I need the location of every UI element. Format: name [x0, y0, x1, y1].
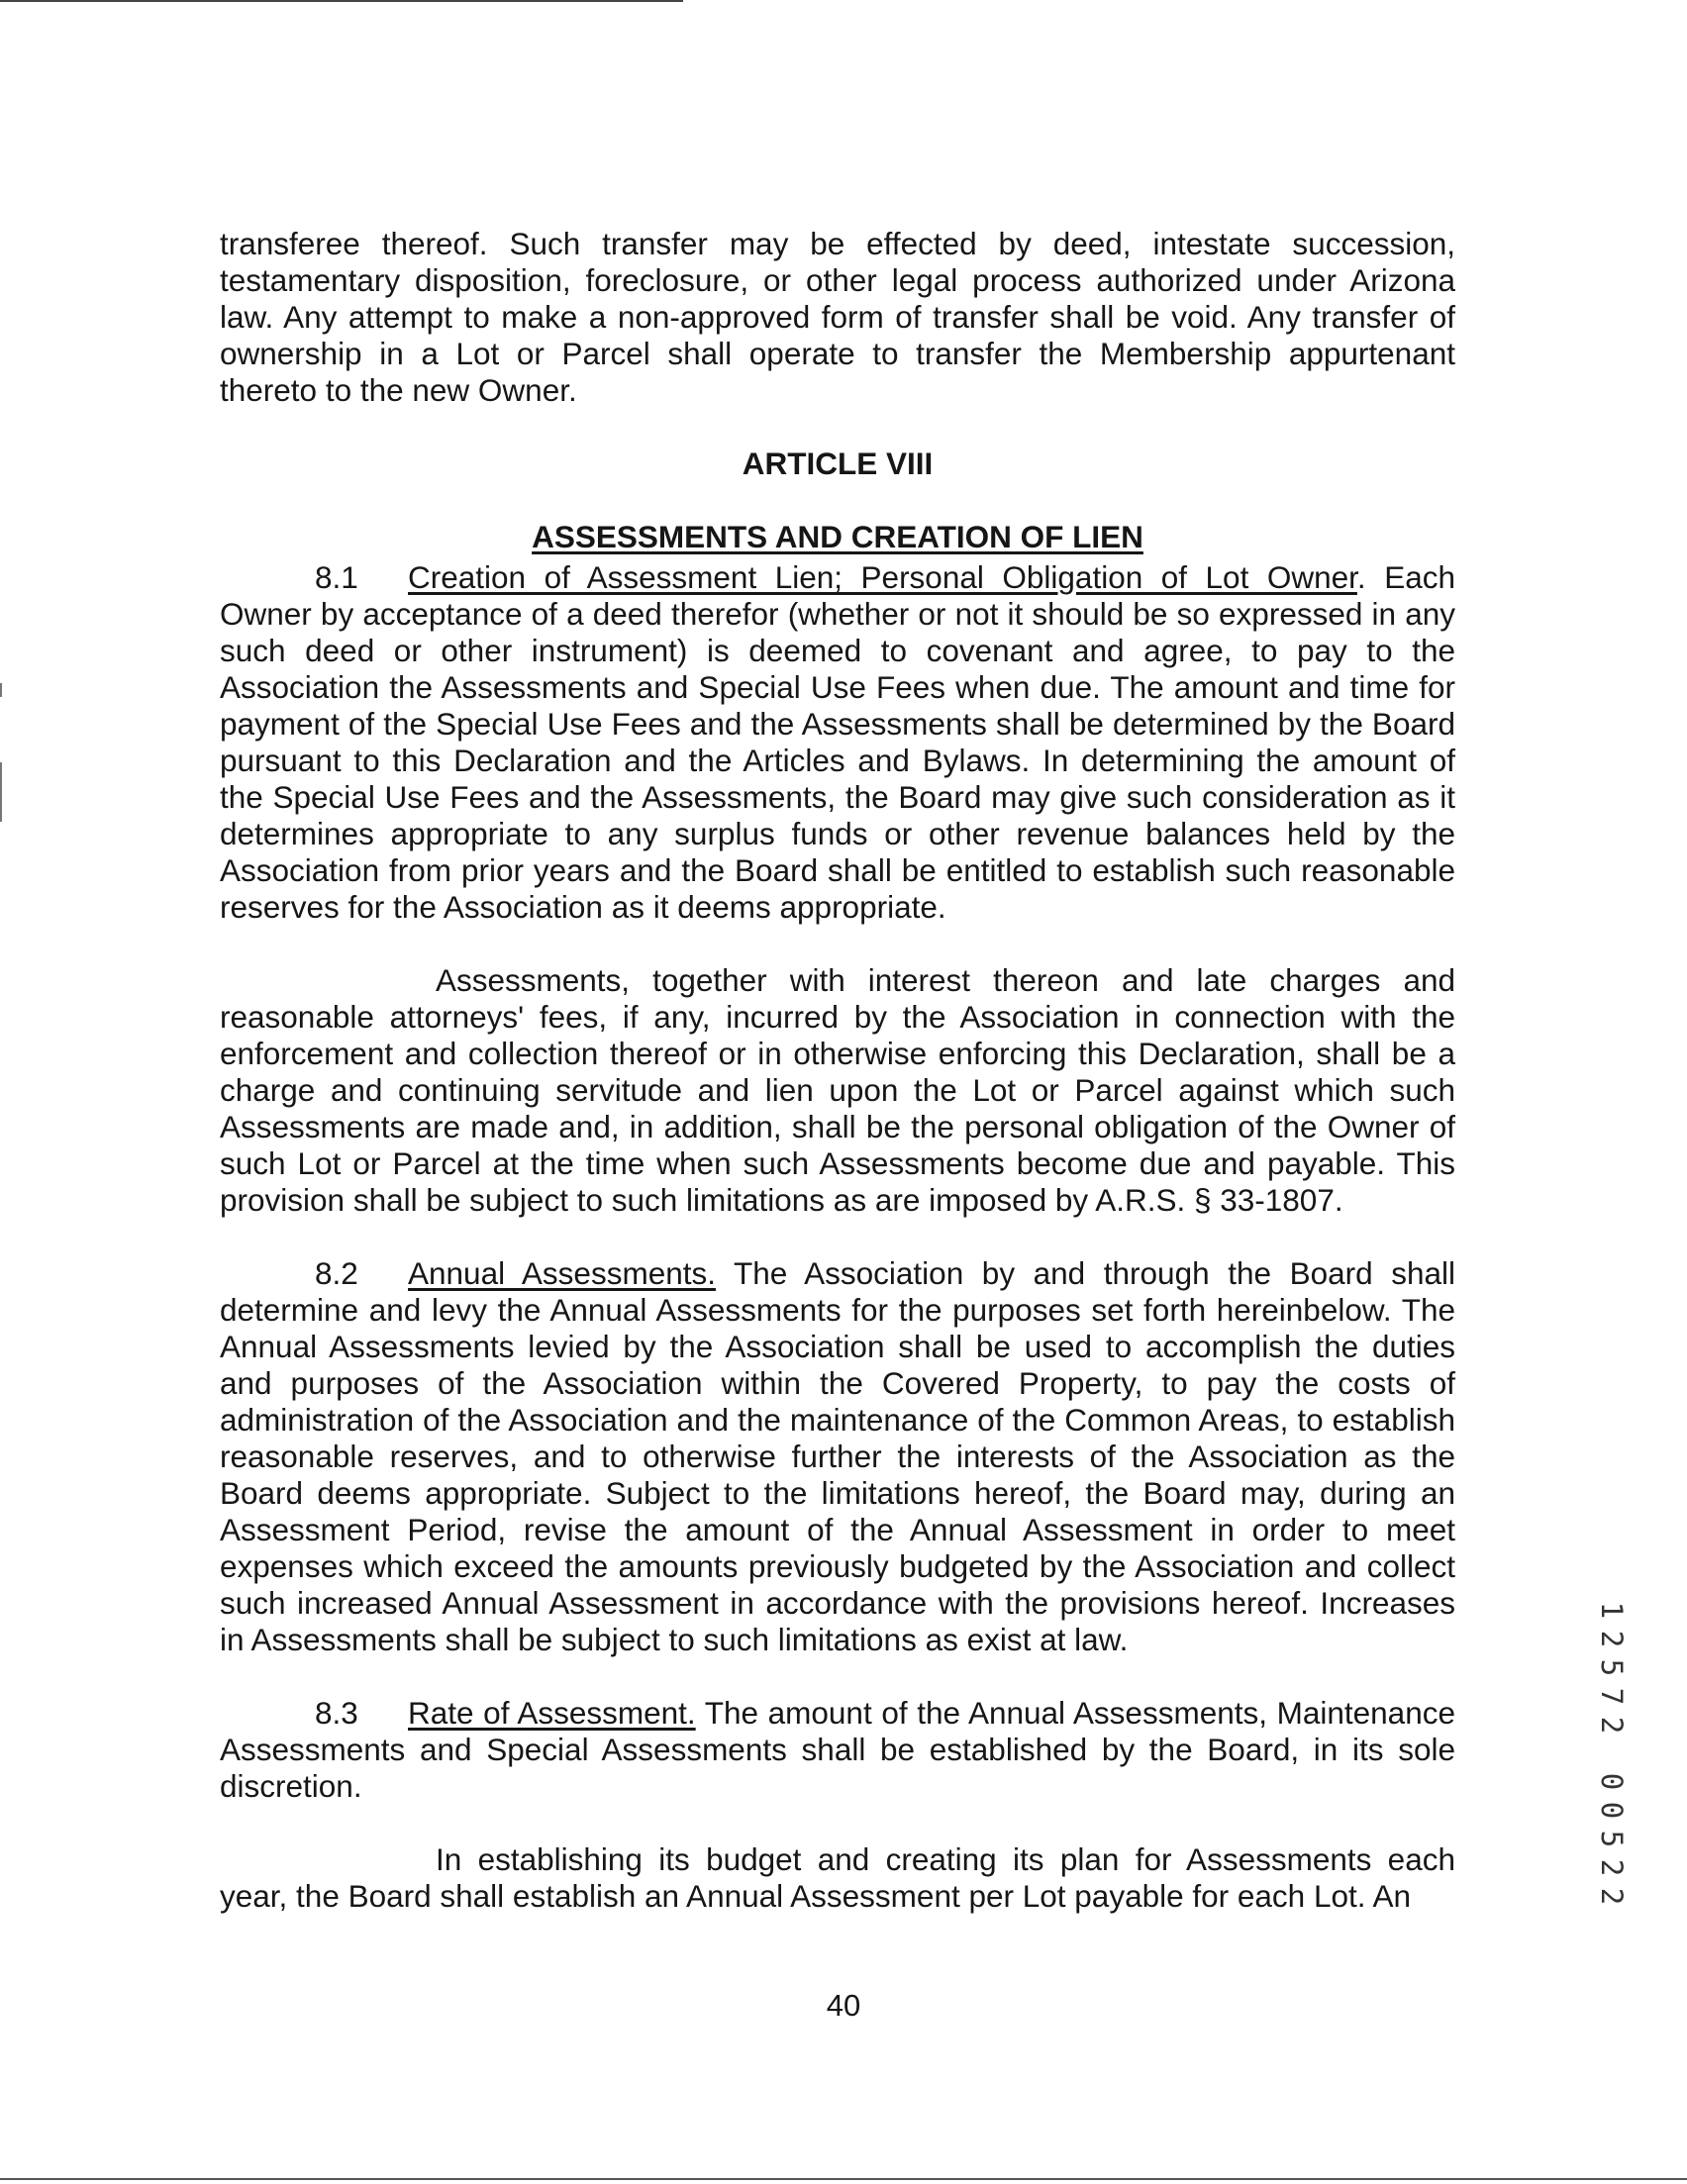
section-8-3-continuation: In establishing its budget and creating its plan for Assessments each year, the Board shall establish an Annual Assessment per Lot payable for each Lot. An	[220, 1841, 1455, 1914]
page-number: 40	[826, 1988, 861, 2023]
recording-stamp	[1590, 1596, 1634, 1911]
section-8-3	[220, 1695, 1455, 1805]
section-8-2	[220, 1255, 1455, 1658]
section-body: The Association by and through the Board shall determine and levy the Annual Assessments for the purposes set forth hereinbelow. The Annual Assessments levied by the Association shall be used to accomplish the duties and purposes of the Association within the Covered Property, to pay the costs of administration of the Association and the maintenance of the Common Areas, to establish reasonable reserves, and to otherwise further the interests of the Association as the Board deems appropriate. Subject to the limitations hereof, the Board may, during an Assessment Period, revise the amount of the Annual Assessment in order to meet expenses which exceed the amounts previously budgeted by the Association and collect such increased Annual Assessment in accordance with the provisions hereof. Increases in Assessments shall be subject to such limitations as exist at law.	[220, 1255, 1455, 1657]
section-number: 8.2	[315, 1255, 358, 1291]
scan-edge-bottom	[0, 2178, 1687, 2180]
scan-mark	[0, 762, 2, 822]
section-8-1-continuation: Assessments, together with interest thereon and late charges and reasonable attorneys' fees, if any, incurred by the Association in connection with the enforcement and collection thereof or in otherwise enforcing this Declaration, shall be a charge and continuing servitude and lien upon the Lot or Parcel against which such Assessments are made and, in addition, shall be the personal obligation of the Owner of such Lot or Parcel at the time when such Assessments become due and payable. This provision shall be subject to such limitations as are imposed by A.R.S. § 33-1807.	[220, 962, 1455, 1218]
continuation-paragraph: transferee thereof. Such transfer may be effected by deed, intestate succession, testamentary disposition, foreclosure, or other legal process authorized under Arizona law. Any attempt to make a non-approved form of transfer shall be void. Any transfer of ownership in a Lot or Parcel shall operate to transfer the Membership appurtenant thereto to the new Owner.	[220, 226, 1455, 408]
section-title: Annual Assessments.	[408, 1255, 716, 1291]
stamp-digit: 0	[1595, 1801, 1630, 1820]
article-heading: ARTICLE VIII	[742, 446, 934, 481]
stamp-digit: 2	[1595, 1630, 1630, 1648]
section-number: 8.1	[315, 559, 358, 595]
section-body: The amount of the Annual Assessments, Maintenance Assessments and Special Assessments shall be established by the Board, in its sole discretion.	[220, 1695, 1455, 1804]
document-page	[220, 226, 1455, 1915]
stamp-digit: 0	[1595, 1772, 1630, 1791]
section-title: Rate of Assessment.	[408, 1695, 696, 1731]
stamp-digit: 5	[1595, 1830, 1630, 1848]
section-body: Each Owner by acceptance of a deed therefor (whether or not it should be so expressed in any such deed or other instrument) is deemed to covenant and agree, to pay to the Association the Assessments and Special Use Fees when due. The amount and time for payment of the Special Use Fees and the Assessments shall be determined by the Board pursuant to this Declaration and the Articles and Bylaws. In determining the amount of the Special Use Fees and the Assessments, the Board may give such consideration as it determines appropriate to any surplus funds or other revenue balances held by the Association from prior years and the Board shall be entitled to establish such reasonable reserves for the Association as it deems appropriate.	[220, 559, 1455, 925]
stamp-digit: 2	[1595, 1716, 1630, 1735]
stamp-digit: 7	[1595, 1687, 1630, 1706]
section-8-1: 8.1 Creation of Assessment Lien; Personal Obligation of Lot Owner. Each Owner by acceptance of a deed therefor (whether or not it should be so expressed in any such deed or other instrument) is deemed to covenant and agree, to pay to the Association the Assessments and Special Use Fees when due. The amount and time for payment of the Special Use Fees and the Assessments shall be determined by the Board pursuant to this Declaration and the Articles and Bylaws. In determining the amount of the Special Use Fees and the Assessments, the Board may give such consideration as it determines appropriate to any surplus funds or other revenue balances held by the Association from prior years and the Board shall be entitled to establish such reasonable reserves for the Association as it deems appropriate.	[220, 559, 1455, 925]
stamp-digit: 5	[1595, 1658, 1630, 1677]
article-title: ASSESSMENTS AND CREATION OF LIEN	[532, 519, 1143, 554]
scan-edge-top	[0, 0, 683, 2]
section-number: 8.3	[315, 1695, 358, 1731]
scan-mark	[0, 683, 2, 697]
stamp-digit: 2	[1595, 1858, 1630, 1877]
section-title: Creation of Assessment Lien; Personal Obligation of Lot Owner	[408, 559, 1357, 595]
stamp-digit: 2	[1595, 1887, 1630, 1906]
stamp-digit: 1	[1595, 1601, 1630, 1620]
